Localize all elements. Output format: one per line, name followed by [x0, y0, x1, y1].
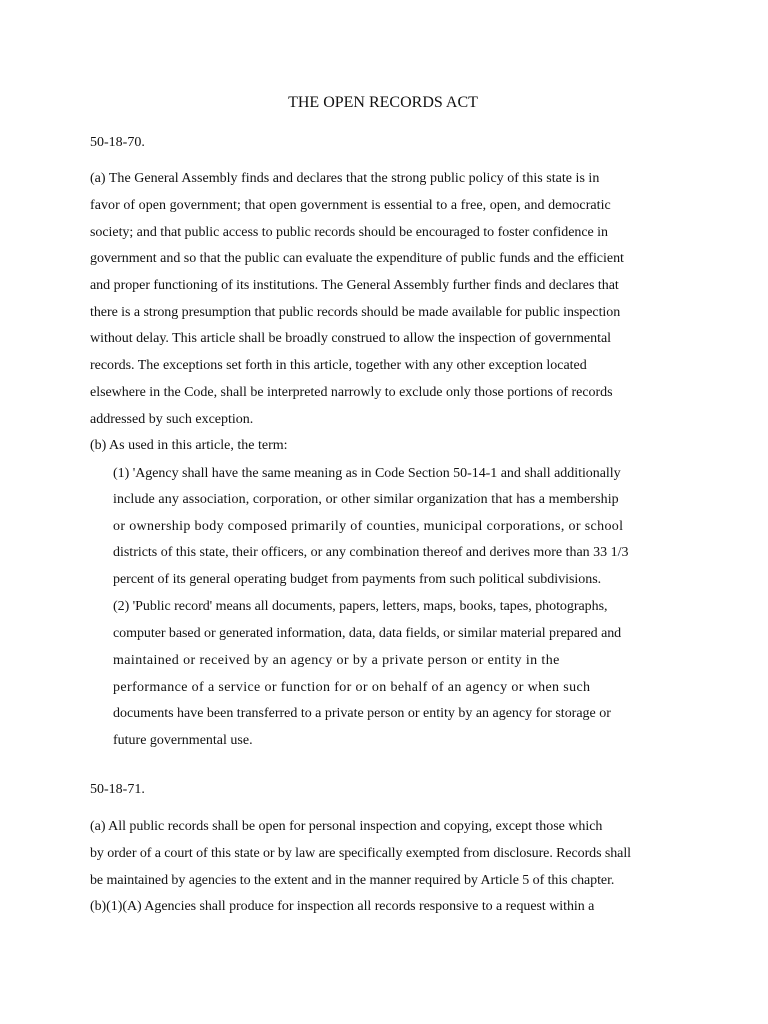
document-title: THE OPEN RECORDS ACT	[288, 94, 478, 111]
list-item-line: percent of its general operating budget from payments from such political subdivisions.	[113, 572, 602, 587]
body-line: addressed by such exception.	[90, 412, 254, 427]
body-line: without delay. This article shall be broadly construed to allow the inspection of governmental	[90, 331, 612, 346]
body-line: society; and that public access to public records should be encouraged to foster confidence in	[90, 225, 608, 240]
body-line: there is a strong presumption that public records should be made available for public inspection	[90, 305, 621, 320]
list-item-line: maintained or received by an agency or by a private person or entity in the	[113, 653, 560, 668]
list-item-line: performance of a service or function for or on behalf of an agency or when such	[113, 680, 591, 695]
body-line: by order of a court of this state or by law are specifically exempted from disclosure. Records shall	[90, 846, 631, 861]
list-item-line: (1) 'Agency shall have the same meaning as in Code Section 50-14-1 and shall additionally	[113, 466, 621, 481]
body-line: (a) All public records shall be open for personal inspection and copying, except those which	[90, 819, 603, 834]
body-line: (a) The General Assembly finds and declares that the strong public policy of this state is in	[90, 171, 600, 186]
section-number: 50-18-71.	[90, 782, 145, 797]
list-item-line: include any association, corporation, or other similar organization that has a membership	[113, 492, 619, 507]
body-line: be maintained by agencies to the extent and in the manner required by Article 5 of this chapter.	[90, 873, 615, 888]
list-item-line: documents have been transferred to a private person or entity by an agency for storage or	[113, 706, 611, 721]
body-line: (b) As used in this article, the term:	[90, 438, 288, 453]
list-item-line: future governmental use.	[113, 733, 253, 748]
body-line: (b)(1)(A) Agencies shall produce for inspection all records responsive to a request within a	[90, 899, 595, 914]
body-line: records. The exceptions set forth in this article, together with any other exception located	[90, 358, 587, 373]
body-line: elsewhere in the Code, shall be interpreted narrowly to exclude only those portions of records	[90, 385, 613, 400]
list-item-line: districts of this state, their officers, or any combination thereof and derives more than 33 1/3	[113, 545, 629, 560]
list-item-line: or ownership body composed primarily of counties, municipal corporations, or school	[113, 519, 624, 534]
section-number: 50-18-70.	[90, 135, 145, 150]
body-line: and proper functioning of its institutions. The General Assembly further finds and declares that	[90, 278, 619, 293]
list-item-line: (2) 'Public record' means all documents, papers, letters, maps, books, tapes, photographs,	[113, 599, 608, 614]
body-line: government and so that the public can evaluate the expenditure of public funds and the efficient	[90, 251, 624, 266]
body-line: favor of open government; that open government is essential to a free, open, and democratic	[90, 198, 611, 213]
list-item-line: computer based or generated information, data, data fields, or similar material prepared and	[113, 626, 622, 641]
